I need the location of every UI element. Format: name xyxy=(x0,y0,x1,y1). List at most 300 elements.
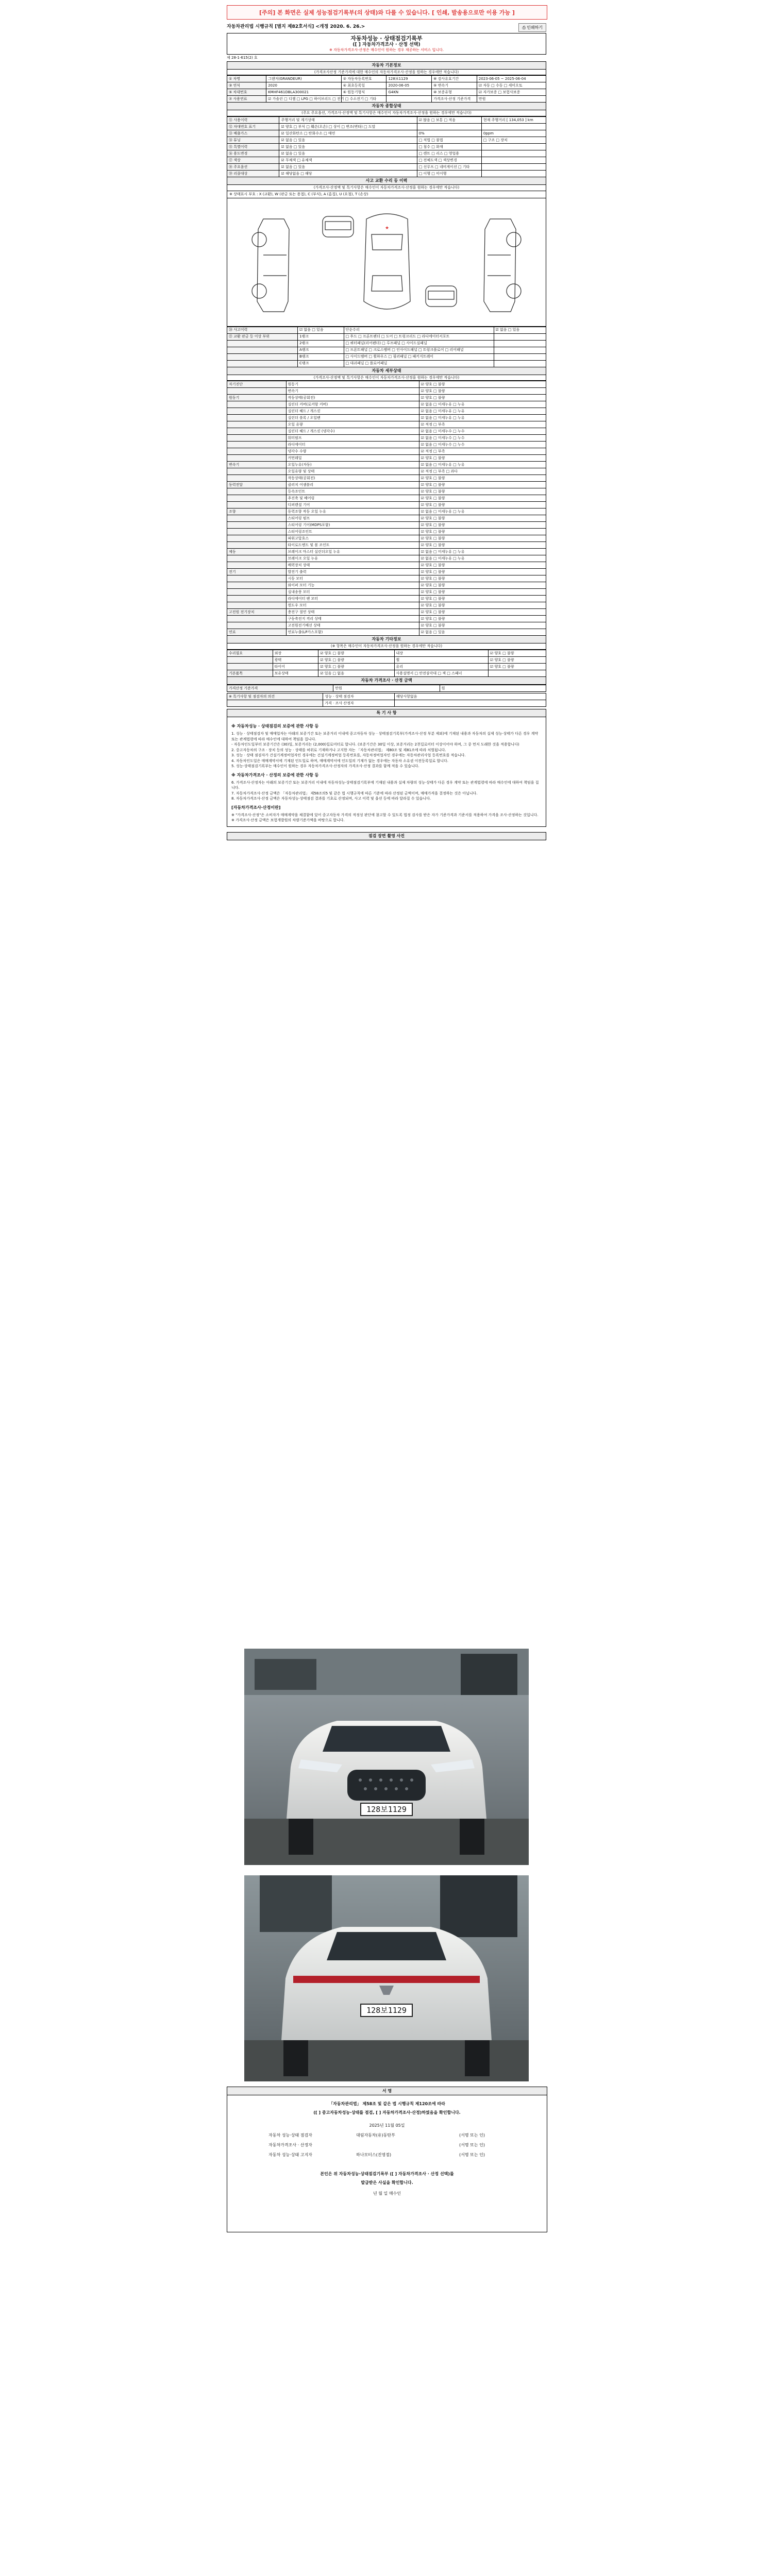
damage-mark-icon: ★ xyxy=(385,225,390,231)
table-cell: ⑬ 배출가스 xyxy=(227,130,279,137)
signer-name xyxy=(356,2142,459,2148)
table-cell: ☑ 양호 □ 불량 xyxy=(419,381,546,388)
table-row xyxy=(227,164,546,171)
table-cell: ☑ 양호 □ 불량 xyxy=(419,575,546,582)
etc-info-table xyxy=(227,650,546,677)
table-row xyxy=(227,502,546,509)
table-cell: 전기 xyxy=(227,569,287,575)
table-row xyxy=(227,495,546,502)
table-cell: ☑ 일산화탄소 □ 탄화수소 □ 매연 xyxy=(279,130,417,137)
table-cell xyxy=(227,535,287,542)
table-cell: □ 대쉬패널 □ 플로어패널 xyxy=(344,360,494,367)
table-cell xyxy=(227,421,287,428)
table-cell xyxy=(481,157,546,164)
table-cell: 오일누유(자동) xyxy=(286,462,419,468)
table-row xyxy=(227,542,546,549)
table-cell: ※ 특기사항 및 점검자의 의견 xyxy=(227,693,323,700)
table-cell: ☑ 양호 □ 불량 xyxy=(419,622,546,629)
table-cell: 가격산정 기준가격 xyxy=(227,685,333,692)
inspection-photo-rear xyxy=(244,1875,529,2081)
car-front-icon xyxy=(323,216,354,237)
document-header xyxy=(227,23,546,32)
table-cell: 브레이크 마스터 실린더오일 누유 xyxy=(286,549,419,555)
table-cell xyxy=(227,562,287,569)
table-cell: ⑯ 용도변경 xyxy=(227,150,279,157)
table-row xyxy=(227,582,546,589)
basic-info-table xyxy=(227,75,546,103)
table-cell: ☑ 무채색 □ 유채색 xyxy=(279,157,417,164)
table-cell: 와이퍼 모터 기능 xyxy=(286,582,419,589)
table-row xyxy=(227,482,546,488)
notes-paragraph: 6. 가격조사·산정자는 아래의 보증기간 또는 보증거리 이내에 자동차성능·상태점검기록부에 기재된 내용과 실제 차량의 성능·상태가 다른 경우 계약 또는 관계법령에 따라 매수인에 대하여 책임을 집니다. xyxy=(231,780,539,790)
table-cell: ☑ 양호 □ 불량 xyxy=(419,535,546,542)
table-row xyxy=(227,327,546,333)
table-cell xyxy=(488,670,546,677)
table-row xyxy=(227,130,546,137)
table-row xyxy=(227,415,546,421)
table-row xyxy=(227,529,546,535)
table-cell: 2020 xyxy=(266,82,342,89)
table-row xyxy=(227,96,546,103)
notes-paragraph: 1. 성능 · 상태점검자 및 매매업자는 아래의 보증기간 또는 보증거리 이내에 중고자동차 성능 · 상태점검기록부(가격조사·산정 부분 제외)에 기재된 내용과 자동차의 실제 성능·상태가 다른 경우 계약 또는 관계법령에 따라 매수인에 대하여 책임을 집니다. xyxy=(231,732,539,741)
buyer-sign-line: 년 월 일 매수인 xyxy=(373,2191,401,2196)
table-cell: G4KN xyxy=(386,89,432,96)
table-cell: 오일 유량 xyxy=(286,421,419,428)
table-cell: ⑫ 차대번호 표기 xyxy=(227,124,279,130)
table-cell: ☑ 없음 □ 미세누유 □ 누유 xyxy=(419,549,546,555)
table-cell: 원 xyxy=(440,685,546,692)
table-cell xyxy=(417,124,481,130)
table-cell: 사용설명서 □ 안전삼각대 □ 잭 □ 스패너 xyxy=(394,670,488,677)
table-cell: □ 적법 □ 불법 xyxy=(417,137,481,144)
table-row xyxy=(227,562,546,569)
table-cell: ☑ 없음 □ 미세누유 □ 누유 xyxy=(419,555,546,562)
table-cell: 보유상태 xyxy=(273,670,318,677)
table-row xyxy=(227,629,546,636)
table-row xyxy=(227,616,546,622)
table-row xyxy=(227,171,546,177)
table-cell: 윈도우 모터 xyxy=(286,602,419,609)
table-cell: 타이어 xyxy=(273,664,318,670)
table-cell: ⑪ 사용이력 xyxy=(227,117,279,124)
document-title-box xyxy=(227,33,546,55)
table-cell: □ 사이드멤버 □ 휠하우스 □ 필러패널 □ 패키지트레이 xyxy=(344,353,494,360)
table-cell: 추진축 및 베어링 xyxy=(286,495,419,502)
notes-paragraph: 3. 성능 · 상태 점검자가 건설기계정비업자인 경우에는 건설기계정비업 등록번호를, 자동차정비업자인 경우에는 자동차관리사업 등록번호를 적습니다. xyxy=(231,753,466,757)
table-row xyxy=(227,535,546,542)
table-cell: KMHF461DBLA300021 xyxy=(266,89,342,96)
table-cell xyxy=(481,171,546,177)
table-cell: 스티어링 펌프 xyxy=(286,515,419,522)
status-symbol-legend: ※ 상태표시 부호 : X (교환), W (판금 또는 용접), C (부식), A (흠집), U (요철), T (손상) xyxy=(227,191,546,198)
table-cell: 만원 xyxy=(477,96,546,103)
print-label: 인쇄하기 xyxy=(527,25,543,30)
table-cell: ☑ 양호 □ 불량 xyxy=(488,650,546,657)
table-cell: 수리필요 xyxy=(227,650,273,657)
table-cell: 0ppm xyxy=(481,130,546,137)
signer-name: 하나모터스(진영점) xyxy=(356,2153,392,2157)
table-cell xyxy=(494,360,546,367)
table-row xyxy=(227,596,546,602)
table-row xyxy=(227,555,546,562)
table-cell: ④ 최초등록일 xyxy=(341,82,386,89)
table-row xyxy=(227,622,546,629)
table-cell: ☑ 양호 □ 불량 xyxy=(419,482,546,488)
table-cell: 가격조사·산정 기준가격 xyxy=(432,96,477,103)
table-row xyxy=(227,340,546,347)
table-cell: ☑ 없음 □ 미세누수 □ 누수 xyxy=(419,442,546,448)
table-cell: ☑ 적정 □ 부족 xyxy=(419,421,546,428)
table-cell: □ 이행 □ 미이행 xyxy=(417,171,481,177)
signer-sign: (서명 또는 인) xyxy=(459,2143,485,2147)
table-cell xyxy=(481,150,546,157)
table-cell: ③ 연식 xyxy=(227,82,266,89)
table-cell: ☑ 양호 □ 불량 xyxy=(419,616,546,622)
table-cell: 실린더 헤드 / 개스킷 xyxy=(286,408,419,415)
table-row xyxy=(227,401,546,408)
table-cell xyxy=(494,347,546,353)
table-row xyxy=(227,522,546,529)
table-cell: 타이로드엔드 및 볼 조인트 xyxy=(286,542,419,549)
table-cell: 현재 주행거리 [ 134,053 ] km xyxy=(481,117,546,124)
table-cell: 그랜저(GRANDEUR) xyxy=(266,76,342,82)
table-cell: ☑ 양호 □ 불량 xyxy=(419,522,546,529)
car-rear-icon xyxy=(426,286,457,307)
table-cell: 외장 xyxy=(273,650,318,657)
signature-statement: 「자동차관리법」 제58조 및 같은 법 시행규칙 제120조에 따라 xyxy=(329,2102,445,2106)
table-cell: 실린더 커버(로커암 커버) xyxy=(286,401,419,408)
table-row xyxy=(227,657,546,664)
table-cell xyxy=(227,589,287,596)
table-cell: 가격 · 조사 산정자 xyxy=(323,700,394,707)
table-cell xyxy=(227,664,273,670)
table-cell: 구동축전지 격리 상태 xyxy=(286,616,419,622)
table-cell: □ 쿼터패널(리어펜더) □ 루프패널 □ 사이드실패널 xyxy=(344,340,494,347)
inspection-photo-front xyxy=(244,1649,529,1865)
overall-status-table xyxy=(227,116,546,177)
table-cell: ☑ 없음 □ 미세누유 □ 누유 xyxy=(419,415,546,421)
notes-heading: [자동차가격조사·산정이란] xyxy=(231,805,281,810)
table-row xyxy=(227,157,546,164)
table-row xyxy=(227,360,546,367)
table-cell: 유리 xyxy=(394,664,488,670)
table-cell: ☑ 없음 □ 있음 xyxy=(494,327,546,333)
table-cell: ☑ 양호 □ 불량 xyxy=(419,529,546,535)
table-cell: ☑ 양호 □ 불량 xyxy=(419,596,546,602)
table-cell: 디퍼렌셜 기어 xyxy=(286,502,419,509)
table-row xyxy=(227,488,546,495)
notes-paragraph: ※ "가격조사·산정"은 소비자가 매매계약을 체결함에 있어 중고자동차 가격의 적정성 판단에 참고할 수 있도록 법정 검사를 받은 자가 기준가격과 기준서를 적용하여 가격을 조사·산정하는 것입니다. ※ 가격조사·산정 금액은 보험개발원의 차량기준가액을 바탕으로 합니다. xyxy=(231,812,539,822)
table-cell: 등속조인트 xyxy=(286,488,419,495)
table-cell xyxy=(386,96,432,103)
document-note: ※ 자동차가격조사·산정은 매수인이 원하는 경우 제공하는 서비스 입니다. xyxy=(329,48,444,52)
table-cell: ⑥ 원동기형식 xyxy=(341,89,386,96)
table-cell: 고전원 전기장치 xyxy=(227,609,287,616)
warranty-notes xyxy=(227,717,546,827)
table-cell xyxy=(494,340,546,347)
car-side-left-icon xyxy=(252,219,289,312)
table-cell: 발전기 출력 xyxy=(286,569,419,575)
section-price: 자동차 가격조사 · 산정 금액 xyxy=(227,677,546,685)
table-row xyxy=(227,475,546,482)
table-cell: 실린더 블록 / 오일팬 xyxy=(286,415,419,421)
table-row xyxy=(227,455,546,462)
table-cell xyxy=(394,700,546,707)
table-cell xyxy=(227,455,287,462)
notes-paragraph: - 자동차인도일부터 보증기간은 (30)일, 보증거리는 (2,000)킬로미터로 합니다. (보증기간은 30일 이상, 보증거리는 2천킬로미터 이상이어야 하며, 그 중 먼저 도래한 것을 적용합니다) xyxy=(231,742,519,747)
table-row xyxy=(227,421,546,428)
table-cell: ☑ 적정 □ 부족 xyxy=(419,448,546,455)
table-cell xyxy=(227,415,287,421)
table-cell: B랭크 xyxy=(297,353,344,360)
section-basic-info-note: (가격조사산정 기준가격에 대한 매수인의 자동차가격조사·산정을 원하는 경우에만 적습니다) xyxy=(227,70,546,76)
table-cell: 냉각수 수량 xyxy=(286,448,419,455)
table-cell xyxy=(227,388,287,395)
table-row xyxy=(227,124,546,130)
table-cell: 동력전달 xyxy=(227,482,287,488)
table-cell: 스티어링 기어(MDPS포함) xyxy=(286,522,419,529)
table-cell: ⑭ 튜닝 xyxy=(227,137,279,144)
notes-heading: ※ 자동차성능 · 상태점검의 보증에 관한 사항 등 xyxy=(231,724,319,728)
table-cell: ☑ 없음 □ 있음 xyxy=(419,629,546,636)
table-cell: 실린더 헤드 / 개스킷 (냉각수) xyxy=(286,428,419,435)
table-cell: ☑ 해당없음 □ 해당 xyxy=(279,171,417,177)
notice-text: [주의] 본 화면은 실제 성능점검기록부(의 상태)와 다를 수 있습니다. [ 인쇄, 발송용으로만 이용 가능 ] xyxy=(259,9,515,16)
table-cell xyxy=(481,144,546,150)
table-cell xyxy=(227,616,287,622)
table-cell: ① 차명 xyxy=(227,76,266,82)
table-cell: 배력장치 상태 xyxy=(286,562,419,569)
signature-statement: ([ ] 중고자동차성능·상태를 점검, [ ] 자동차가격조사·산정)하였음을 확인합니다. xyxy=(313,2110,461,2115)
table-cell: ☑ 없음 □ 미세누유 □ 누유 xyxy=(419,462,546,468)
table-cell xyxy=(227,475,287,482)
table-cell xyxy=(227,401,287,408)
table-row xyxy=(227,670,546,677)
table-row xyxy=(227,435,546,442)
section-overall-status: 자동차 종합상태 xyxy=(227,103,546,110)
table-cell: 작동상태(공회전) xyxy=(286,395,419,401)
table-cell: ☑ 양호 □ 불량 xyxy=(419,455,546,462)
table-cell: ⑰ 색상 xyxy=(227,157,279,164)
table-row xyxy=(227,700,546,707)
table-cell: 고전원전기배선 상태 xyxy=(286,622,419,629)
table-cell: 변속기 xyxy=(227,462,287,468)
document-subtitle: ([ ] 자동차가격조사 · 산정 선택) xyxy=(352,42,421,47)
table-cell: ☑ 양호 □ 불량 xyxy=(419,495,546,502)
table-row xyxy=(227,144,546,150)
table-cell xyxy=(227,582,287,589)
table-cell xyxy=(227,435,287,442)
table-cell xyxy=(227,442,287,448)
table-cell: ☑ 양호 □ 불량 xyxy=(419,589,546,596)
table-cell: 원동기 xyxy=(286,381,419,388)
table-cell xyxy=(227,353,298,360)
table-cell: ☑ 양호 □ 불량 xyxy=(488,657,546,664)
table-cell: 변속기 xyxy=(286,388,419,395)
table-row xyxy=(227,442,546,448)
section-special: 특 기 사 항 xyxy=(227,709,546,717)
table-cell: 자기진단 xyxy=(227,381,287,388)
table-cell: □ 침수 □ 화재 xyxy=(417,144,481,150)
table-cell: 내장 xyxy=(394,650,488,657)
table-cell: 충전구 절연 상태 xyxy=(286,609,419,616)
table-row xyxy=(227,117,546,124)
notes-paragraph: 8. 자동차가격조사·산정 금액은 자동차성능·상태점검 결과를 기초로 산정되며, 사고 이력 및 옵션 등에 따라 달라질 수 있습니다. xyxy=(231,796,431,801)
table-cell: ☑ 양호 □ 불량 xyxy=(318,650,394,657)
section-photos: 점검 장면 촬영 사진 xyxy=(227,832,546,840)
table-row xyxy=(227,76,546,82)
table-cell: 휠 xyxy=(394,657,488,664)
table-cell xyxy=(481,164,546,171)
table-row xyxy=(227,462,546,468)
table-cell: 워터펌프 xyxy=(286,435,419,442)
notice-bar xyxy=(227,5,547,20)
table-row xyxy=(227,509,546,515)
notes-heading: ※ 자동차가격조사 · 산정의 보증에 관한 사항 등 xyxy=(231,772,319,777)
table-cell: 주행거리 및 계기상태 xyxy=(279,117,417,124)
table-cell: ☑ 양호 □ 불량 xyxy=(419,602,546,609)
section-etc-info: 자동차 기타정보 xyxy=(227,636,546,643)
table-cell: □ 선루프 □ 네비게이션 □ 기타 xyxy=(417,164,481,171)
table-cell: ☑ 자동 □ 수동 □ 세미오토 xyxy=(477,82,546,89)
section-signature: 서 명 xyxy=(227,2087,547,2095)
section-accident-history-note: (가격조사·산정액 및 특기사항은 매수인이 자동차가격조사·산정을 원하는 경우에만 적습니다) xyxy=(227,185,546,191)
section-detail-status-note: (가격조사·산정액 및 특기사항은 매수인이 자동차가격조사·산정을 원하는 경우에만 적습니다) xyxy=(227,375,546,381)
table-row xyxy=(227,468,546,475)
table-row xyxy=(227,333,546,340)
table-cell: ☑ 양호 □ 불량 xyxy=(419,395,546,401)
signer-role: 자동차가격조사 · 산정자 xyxy=(268,2143,312,2147)
table-cell: ☑ 없음 □ 미세누유 □ 누유 xyxy=(419,401,546,408)
table-cell: ② 자동차등록번호 xyxy=(341,76,386,82)
table-row xyxy=(227,609,546,616)
price-table xyxy=(227,685,546,692)
table-cell: ☑ 가솔린 □ 디젤 □ LPG □ 하이브리드 □ 전기 □ 수소전기 □ 기타 xyxy=(266,96,342,103)
table-cell: 원동기 xyxy=(227,395,287,401)
table-cell xyxy=(227,555,287,562)
table-cell: ☑ 양호 □ 불량 xyxy=(488,664,546,670)
table-cell: □ 후드 □ 프론트펜더 □ 도어 □ 트렁크리드 □ 라디에이터서포트 xyxy=(344,333,494,340)
table-row xyxy=(227,428,546,435)
table-cell: 커먼레일 xyxy=(286,455,419,462)
table-cell xyxy=(227,596,287,602)
table-cell: ☑ 없음 □ 미세누수 □ 누수 xyxy=(419,435,546,442)
table-row xyxy=(227,137,546,144)
document-number: 제 28-1-615(2) 호 xyxy=(227,55,258,60)
table-cell xyxy=(227,515,287,522)
table-cell xyxy=(227,495,287,502)
table-cell: ☑ 양호 □ 불량 xyxy=(419,609,546,616)
table-cell: ⑲ 리콜대상 xyxy=(227,171,279,177)
table-cell: ☑ 없음 □ 미세누수 □ 누수 xyxy=(419,428,546,435)
table-cell: 제동 xyxy=(227,549,287,555)
table-cell: 2023-06-05 ~ 2025-06-04 xyxy=(477,76,546,82)
table-cell: ☑ 양호 □ 불량 xyxy=(419,475,546,482)
buyer-statement: 본인은 위 자동차성능·상태점검기록부 ([ ] 자동차가격조사 · 산정 선택)를 xyxy=(320,2172,454,2176)
inspection-document xyxy=(227,23,546,840)
table-cell: ☑ 양호 □ 불량 xyxy=(419,502,546,509)
signer-role: 자동차 성능·상태 점검자 xyxy=(268,2133,312,2138)
buyer-statement: 발급받은 사실을 확인합니다. xyxy=(361,2180,413,2185)
table-cell xyxy=(227,448,287,455)
table-row xyxy=(227,549,546,555)
table-cell xyxy=(227,657,273,664)
table-cell xyxy=(494,333,546,340)
table-cell: ☑ 있음 □ 없음 xyxy=(318,670,394,677)
table-cell: 파워고압호스 xyxy=(286,535,419,542)
table-cell: 0% xyxy=(417,130,481,137)
table-cell: ⑧ 검사유효기간 xyxy=(432,76,477,82)
table-cell xyxy=(227,428,287,435)
table-cell: 조향 xyxy=(227,509,287,515)
table-cell: ☑ 자가보증 □ 보험사보증 xyxy=(477,89,546,96)
table-row xyxy=(227,589,546,596)
table-cell: ☑ 적정 □ 부족 □ 과다 xyxy=(419,468,546,475)
table-cell xyxy=(481,124,546,130)
table-cell: ☑ 양호 □ 불량 xyxy=(419,582,546,589)
table-cell: 연료누출(LP가스포함) xyxy=(286,629,419,636)
vehicle-damage-diagram xyxy=(227,198,546,327)
signer-sign: (서명 또는 인) xyxy=(459,2153,485,2157)
table-row xyxy=(227,569,546,575)
table-cell: ☑ 양호 □ 불량 xyxy=(419,515,546,522)
table-cell: ☑ 없음 □ 있음 xyxy=(279,150,417,157)
table-cell xyxy=(227,340,298,347)
table-cell xyxy=(227,529,287,535)
table-cell xyxy=(494,353,546,360)
table-cell: 클러치 어셈블리 xyxy=(286,482,419,488)
table-cell: 만원 xyxy=(333,685,440,692)
print-button[interactable] xyxy=(518,23,546,32)
table-cell: 연료 xyxy=(227,629,287,636)
table-cell: 동력조향 작동 오일 누유 xyxy=(286,509,419,515)
table-cell xyxy=(227,502,287,509)
table-cell: ⑱ 주요옵션 xyxy=(227,164,279,171)
table-cell: 1랭크 xyxy=(297,333,344,340)
table-cell: ☑ 양호 □ 불량 xyxy=(419,388,546,395)
signature-date: 2025년 11월 05일 xyxy=(369,2123,405,2128)
table-cell: ⑨ 변속기 xyxy=(432,82,477,89)
vehicle-outline-svg xyxy=(227,198,546,326)
signature-block xyxy=(227,2094,547,2232)
table-cell: ☑ 양호 □ 불량 xyxy=(419,562,546,569)
notes-paragraph: 5. 성능·상태점검기록부는 매수인이 원하는 경우 자동차가격조사·산정자의 가격조사·산정 결과를 함께 적을 수 있습니다. xyxy=(231,764,419,768)
table-cell: ☑ 없음 □ 미세누유 □ 누유 xyxy=(419,509,546,515)
table-cell: □ 전체도색 □ 색상변경 xyxy=(417,157,481,164)
section-detail-status: 자동차 세부상태 xyxy=(227,367,546,375)
table-cell: ☑ 없음 □ 있음 xyxy=(279,137,417,144)
document-title: 자동차성능 · 상태점검기록부 xyxy=(350,35,423,42)
table-row xyxy=(227,347,546,353)
table-cell: A랭크 xyxy=(297,347,344,353)
table-cell: □ 구조 □ 장치 xyxy=(481,137,546,144)
table-cell: ☑ 없음 □ 있음 xyxy=(297,327,344,333)
table-cell: ☑ 없음 □ 있음 xyxy=(279,144,417,150)
table-cell: 스티어링조인트 xyxy=(286,529,419,535)
table-row xyxy=(227,89,546,96)
notes-paragraph: 2. 중고자동차의 구조 · 장치 등의 성능 · 상태를 허위로 기재하거나 고지한 자는 「자동차관리법」 제80조 및 제81조에 따라 처벌됩니다. xyxy=(231,748,446,752)
table-row xyxy=(227,388,546,395)
table-cell: 실내송풍 모터 xyxy=(286,589,419,596)
table-cell xyxy=(227,360,298,367)
table-cell: ⑦ 사용연료 xyxy=(227,96,266,103)
table-cell: 오일유량 및 상태 xyxy=(286,468,419,475)
table-cell xyxy=(227,622,287,629)
table-cell: 2랭크 xyxy=(297,340,344,347)
table-row xyxy=(227,664,546,670)
table-cell: ☑ 양호 □ 불량 xyxy=(419,542,546,549)
table-cell: ☑ 양호 □ 불량 xyxy=(419,569,546,575)
